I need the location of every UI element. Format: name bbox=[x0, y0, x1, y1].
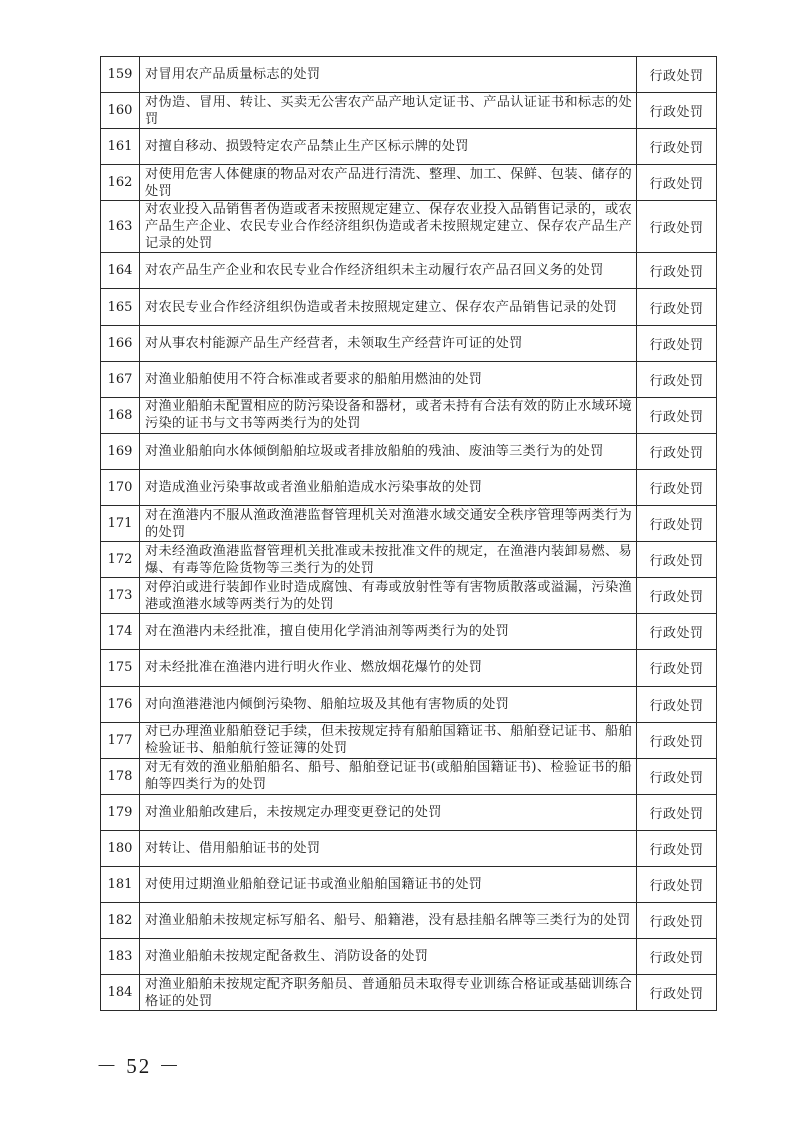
penalty-item-text: 对农民专业合作经济组织伪造或者未按照规定建立、保存农产品销售记录的处罚 bbox=[140, 289, 637, 325]
penalty-type: 行政处罚 bbox=[637, 361, 717, 397]
table-row bbox=[101, 722, 717, 758]
penalty-item-text: 对未经批准在渔港内进行明火作业、燃放烟花爆竹的处罚 bbox=[140, 650, 637, 686]
penalty-item-text: 对农产品生产企业和农民专业合作经济组织未主动履行农产品召回义务的处罚 bbox=[140, 253, 637, 289]
penalty-item-text: 对擅自移动、损毁特定农产品禁止生产区标示牌的处罚 bbox=[140, 129, 637, 165]
row-number: 181 bbox=[101, 866, 140, 902]
penalty-type: 行政处罚 bbox=[637, 93, 717, 129]
table-row bbox=[101, 361, 717, 397]
row-number: 178 bbox=[101, 758, 140, 794]
table-row bbox=[101, 93, 717, 129]
penalty-item-text: 对渔业船舶未按规定配齐职务船员、普通船员未取得专业训练合格证或基础训练合格证的处罚 bbox=[140, 975, 637, 1011]
table-row bbox=[101, 578, 717, 614]
penalty-type: 行政处罚 bbox=[637, 469, 717, 505]
row-number: 169 bbox=[101, 433, 140, 469]
table-row bbox=[101, 201, 717, 253]
row-number: 176 bbox=[101, 686, 140, 722]
penalty-item-text: 对无有效的渔业船舶船名、船号、船舶登记证书(或船舶国籍证书)、检验证书的船舶等四类行为的处罚 bbox=[140, 758, 637, 794]
table-row bbox=[101, 975, 717, 1011]
penalty-type: 行政处罚 bbox=[637, 289, 717, 325]
row-number: 162 bbox=[101, 165, 140, 201]
table-row bbox=[101, 289, 717, 325]
row-number: 163 bbox=[101, 201, 140, 253]
row-number: 173 bbox=[101, 578, 140, 614]
table-row bbox=[101, 397, 717, 433]
penalty-type: 行政处罚 bbox=[637, 903, 717, 939]
table-row bbox=[101, 650, 717, 686]
table-row bbox=[101, 830, 717, 866]
penalty-type: 行政处罚 bbox=[637, 686, 717, 722]
table-row bbox=[101, 165, 717, 201]
penalty-type: 行政处罚 bbox=[637, 57, 717, 93]
row-number: 182 bbox=[101, 903, 140, 939]
row-number: 184 bbox=[101, 975, 140, 1011]
penalty-type: 行政处罚 bbox=[637, 542, 717, 578]
penalty-item-text: 对使用过期渔业船舶登记证书或渔业船舶国籍证书的处罚 bbox=[140, 866, 637, 902]
penalty-item-text: 对未经渔政渔港监督管理机关批准或未按批准文件的规定，在渔港内装卸易燃、易爆、有毒等危险货物等三类行为的处罚 bbox=[140, 542, 637, 578]
penalty-item-text: 对渔业船舶未按规定标写船名、船号、船籍港，没有悬挂船名牌等三类行为的处罚 bbox=[140, 903, 637, 939]
penalty-type: 行政处罚 bbox=[637, 614, 717, 650]
penalty-item-text: 对从事农村能源产品生产经营者，未领取生产经营许可证的处罚 bbox=[140, 325, 637, 361]
penalty-type: 行政处罚 bbox=[637, 506, 717, 542]
row-number: 174 bbox=[101, 614, 140, 650]
penalty-type: 行政处罚 bbox=[637, 253, 717, 289]
row-number: 179 bbox=[101, 794, 140, 830]
table-row bbox=[101, 939, 717, 975]
penalty-item-text: 对农业投入品销售者伪造或者未按照规定建立、保存农业投入品销售记录的，或农产品生产企业、农民专业合作经济组织伪造或者未按照规定建立、保存农产品生产记录的处罚 bbox=[140, 201, 637, 253]
penalty-item-text: 对已办理渔业船舶登记手续，但未按规定持有船舶国籍证书、船舶登记证书、船舶检验证书、船舶航行签证簿的处罚 bbox=[140, 722, 637, 758]
row-number: 167 bbox=[101, 361, 140, 397]
row-number: 183 bbox=[101, 939, 140, 975]
table-row bbox=[101, 686, 717, 722]
page-number: － 52 － bbox=[96, 1054, 182, 1078]
penalty-type: 行政处罚 bbox=[637, 758, 717, 794]
table-row bbox=[101, 433, 717, 469]
penalty-type: 行政处罚 bbox=[637, 830, 717, 866]
row-number: 170 bbox=[101, 469, 140, 505]
penalty-item-text: 对在渔港内不服从渔政渔港监督管理机关对渔港水域交通安全秩序管理等两类行为的处罚 bbox=[140, 506, 637, 542]
penalty-type: 行政处罚 bbox=[637, 433, 717, 469]
table-row bbox=[101, 57, 717, 93]
penalty-type: 行政处罚 bbox=[637, 975, 717, 1011]
penalty-item-text: 对渔业船舶未按规定配备救生、消防设备的处罚 bbox=[140, 939, 637, 975]
row-number: 161 bbox=[101, 129, 140, 165]
penalty-item-text: 对渔业船舶未配置相应的防污染设备和器材，或者未持有合法有效的防止水域环境污染的证书与文书等两类行为的处罚 bbox=[140, 397, 637, 433]
penalty-type: 行政处罚 bbox=[637, 201, 717, 253]
row-number: 165 bbox=[101, 289, 140, 325]
table-row bbox=[101, 903, 717, 939]
penalty-type: 行政处罚 bbox=[637, 794, 717, 830]
penalty-item-text: 对渔业船舶改建后，未按规定办理变更登记的处罚 bbox=[140, 794, 637, 830]
table-row bbox=[101, 325, 717, 361]
penalty-item-text: 对向渔港港池内倾倒污染物、船舶垃圾及其他有害物质的处罚 bbox=[140, 686, 637, 722]
table-row bbox=[101, 866, 717, 902]
penalty-item-text: 对渔业船舶向水体倾倒船舶垃圾或者排放船舶的残油、废油等三类行为的处罚 bbox=[140, 433, 637, 469]
table-row bbox=[101, 129, 717, 165]
penalty-item-text: 对渔业船舶使用不符合标准或者要求的船舶用燃油的处罚 bbox=[140, 361, 637, 397]
table-row bbox=[101, 794, 717, 830]
penalty-type: 行政处罚 bbox=[637, 325, 717, 361]
row-number: 166 bbox=[101, 325, 140, 361]
row-number: 159 bbox=[101, 57, 140, 93]
row-number: 160 bbox=[101, 93, 140, 129]
table-body bbox=[101, 57, 717, 1011]
table-row bbox=[101, 506, 717, 542]
table-row bbox=[101, 253, 717, 289]
penalty-type: 行政处罚 bbox=[637, 578, 717, 614]
penalty-type: 行政处罚 bbox=[637, 129, 717, 165]
penalty-type: 行政处罚 bbox=[637, 650, 717, 686]
penalty-type: 行政处罚 bbox=[637, 939, 717, 975]
row-number: 177 bbox=[101, 722, 140, 758]
penalty-item-text: 对转让、借用船舶证书的处罚 bbox=[140, 830, 637, 866]
penalty-list-table bbox=[100, 56, 717, 1011]
penalty-type: 行政处罚 bbox=[637, 397, 717, 433]
table-row bbox=[101, 542, 717, 578]
row-number: 175 bbox=[101, 650, 140, 686]
row-number: 168 bbox=[101, 397, 140, 433]
row-number: 172 bbox=[101, 542, 140, 578]
penalty-type: 行政处罚 bbox=[637, 722, 717, 758]
table-row bbox=[101, 614, 717, 650]
penalty-type: 行政处罚 bbox=[637, 165, 717, 201]
row-number: 180 bbox=[101, 830, 140, 866]
penalty-item-text: 对造成渔业污染事故或者渔业船舶造成水污染事故的处罚 bbox=[140, 469, 637, 505]
penalty-type: 行政处罚 bbox=[637, 866, 717, 902]
penalty-item-text: 对冒用农产品质量标志的处罚 bbox=[140, 57, 637, 93]
penalty-item-text: 对伪造、冒用、转让、买卖无公害农产品产地认定证书、产品认证证书和标志的处罚 bbox=[140, 93, 637, 129]
penalty-item-text: 对在渔港内未经批准，擅自使用化学消油剂等两类行为的处罚 bbox=[140, 614, 637, 650]
penalty-item-text: 对停泊或进行装卸作业时造成腐蚀、有毒或放射性等有害物质散落或溢漏，污染渔港或渔港水域等两类行为的处罚 bbox=[140, 578, 637, 614]
row-number: 164 bbox=[101, 253, 140, 289]
table-row bbox=[101, 758, 717, 794]
table-row bbox=[101, 469, 717, 505]
row-number: 171 bbox=[101, 506, 140, 542]
penalty-item-text: 对使用危害人体健康的物品对农产品进行清洗、整理、加工、保鲜、包装、储存的处罚 bbox=[140, 165, 637, 201]
